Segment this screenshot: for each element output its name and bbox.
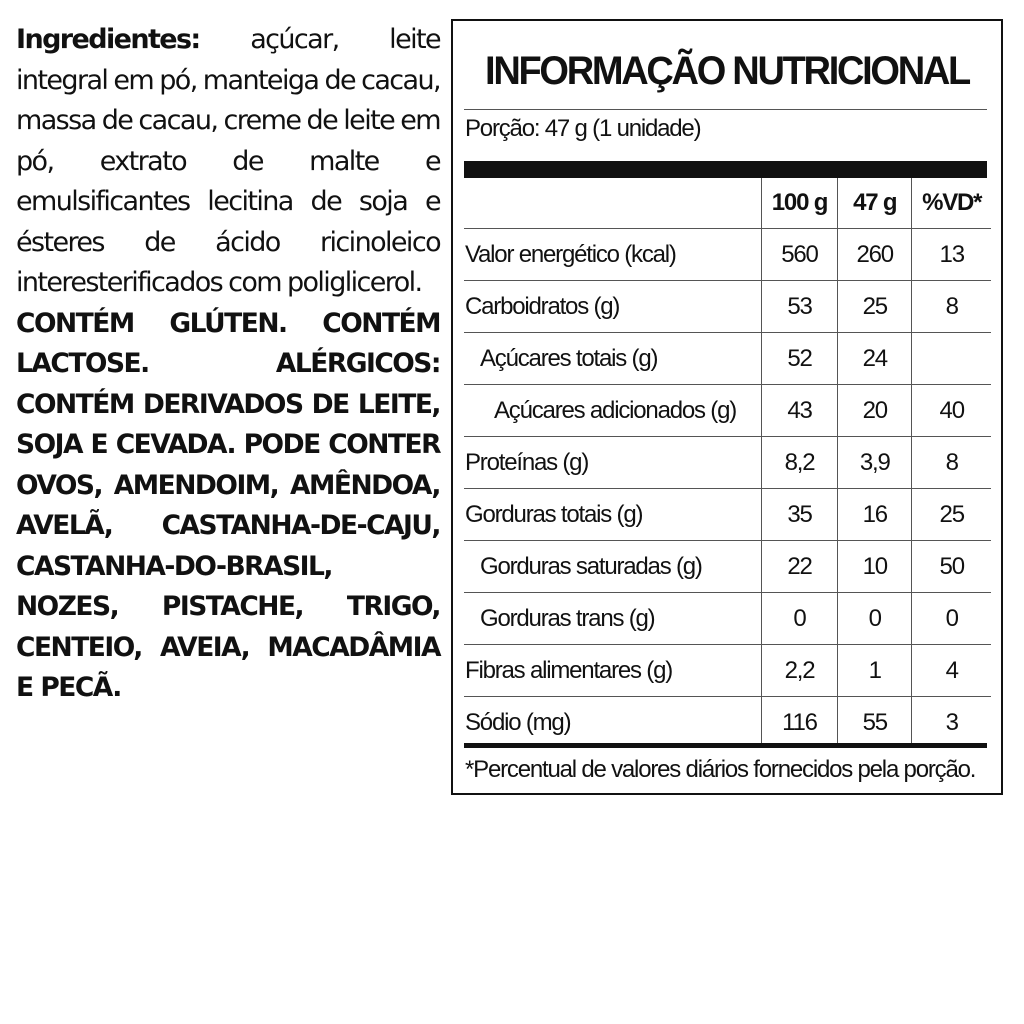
nutrition-facts-panel [451, 19, 1003, 795]
value-per-100g: 52 [761, 333, 837, 385]
value-per-100g: 0 [761, 593, 837, 645]
panel-title: INFORMAÇÃO NUTRICIONAL [485, 49, 969, 93]
allergen-warning: CONTÉM GLÚTEN. CONTÉM LACTOSE. ALÉRGICOS: CONTÉM DERIVADOS DE LEITE, SOJA E CEVADA. PODE CONTER OVOS, AMENDOIM, AMÊNDOA, AVELÃ, CASTANHA-DE-CAJU, CASTANHA-DO-BRASIL, NOZES, PISTACHE, TRIGO, CENTEIO, AVEIA, MACADÂMIA E PECÃ. [16, 307, 440, 703]
nutrient-name: Valor energético (kcal) [464, 229, 761, 281]
value-daily-percent: 25 [912, 489, 991, 541]
bottom-bar [464, 743, 987, 748]
value-per-portion: 3,9 [838, 437, 912, 489]
nutrient-name: Proteínas (g) [464, 437, 761, 489]
table-row [464, 489, 991, 541]
ingredients-block [16, 20, 440, 709]
value-per-portion: 16 [838, 489, 912, 541]
nutrient-name: Açúcares totais (g) [464, 333, 761, 385]
nutrient-name: Gorduras totais (g) [464, 489, 761, 541]
table-row [464, 281, 991, 333]
value-daily-percent [912, 333, 991, 385]
table-header-row [464, 178, 991, 229]
value-daily-percent: 13 [912, 229, 991, 281]
title-divider [464, 109, 987, 110]
value-daily-percent: 8 [912, 281, 991, 333]
ingredients-text: açúcar, leite integral em pó, manteiga de cacau, massa de cacau, creme de leite em pó, extrato de malte e emulsificantes lecitina de soja e ésteres de ácido ricinoleico interesterificados com poliglicerol. [16, 24, 440, 298]
value-per-portion: 20 [838, 385, 912, 437]
value-per-100g: 22 [761, 541, 837, 593]
value-daily-percent: 3 [912, 697, 991, 749]
nutrient-name: Açúcares adicionados (g) [464, 385, 761, 437]
footnote: *Percentual de valores diários fornecidos pela porção. [465, 756, 976, 783]
value-per-100g: 2,2 [761, 645, 837, 697]
header-nutrient [464, 178, 761, 229]
table-row [464, 385, 991, 437]
table-row [464, 333, 991, 385]
value-per-100g: 560 [761, 229, 837, 281]
value-per-100g: 43 [761, 385, 837, 437]
value-per-portion: 10 [838, 541, 912, 593]
value-per-100g: 8,2 [761, 437, 837, 489]
value-per-100g: 35 [761, 489, 837, 541]
table-row [464, 229, 991, 281]
header-daily-value: %VD* [912, 178, 991, 229]
table-row [464, 541, 991, 593]
nutrient-name: Gorduras saturadas (g) [464, 541, 761, 593]
value-daily-percent: 8 [912, 437, 991, 489]
value-daily-percent: 50 [912, 541, 991, 593]
value-per-portion: 1 [838, 645, 912, 697]
ingredients-label: Ingredientes: [16, 24, 200, 55]
portion-size: Porção: 47 g (1 unidade) [465, 115, 701, 142]
value-daily-percent: 4 [912, 645, 991, 697]
header-per-100g: 100 g [761, 178, 837, 229]
header-bar [464, 161, 987, 178]
table-row [464, 697, 991, 749]
value-per-100g: 116 [761, 697, 837, 749]
value-per-portion: 24 [838, 333, 912, 385]
value-per-portion: 25 [838, 281, 912, 333]
value-per-portion: 0 [838, 593, 912, 645]
value-daily-percent: 0 [912, 593, 991, 645]
header-per-portion: 47 g [838, 178, 912, 229]
nutrient-name: Carboidratos (g) [464, 281, 761, 333]
table-row [464, 593, 991, 645]
nutrient-name: Gorduras trans (g) [464, 593, 761, 645]
table-row [464, 645, 991, 697]
value-per-portion: 260 [838, 229, 912, 281]
nutrition-table [464, 178, 991, 748]
value-daily-percent: 40 [912, 385, 991, 437]
nutrient-name: Sódio (mg) [465, 708, 571, 736]
value-per-100g: 53 [761, 281, 837, 333]
nutrient-name: Fibras alimentares (g) [464, 645, 761, 697]
value-per-portion: 55 [838, 697, 912, 749]
table-row [464, 437, 991, 489]
